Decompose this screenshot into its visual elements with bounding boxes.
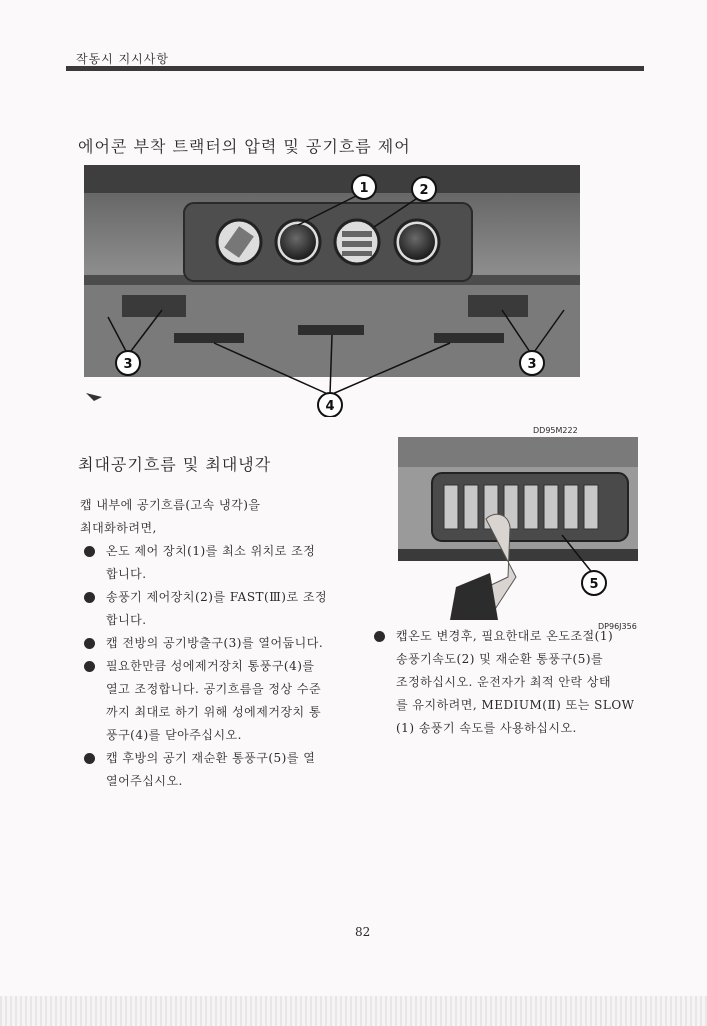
blower-knob: [335, 220, 379, 264]
right-column: [370, 625, 660, 740]
scan-noise-strip: [0, 996, 707, 1026]
instruction-item: 송풍기 제어장치(2)를 FAST(Ⅲ)로 조정 합니다.: [80, 586, 370, 632]
instruction-item: 캡 후방의 공기 재순환 통풍구(5)를 열 열어주십시오.: [80, 747, 370, 793]
air-outlet-right: [468, 295, 528, 317]
callout-3-right: [520, 351, 544, 375]
figure-side-code: DP96J356: [598, 622, 637, 631]
defrost-vent-left: [174, 333, 244, 343]
instruction-item: 캡 전방의 공기방출구(3)를 열어둡니다.: [80, 632, 370, 655]
svg-text:3: 3: [123, 357, 133, 372]
knob-left: [217, 220, 261, 264]
callout-4: [318, 393, 342, 417]
figure-main-code: DD95M222: [533, 426, 578, 435]
instruction-item: 온도 제어 장치(1)를 최소 위치로 조정 합니다.: [80, 540, 370, 586]
instruction-list: [370, 625, 660, 740]
callout-3-left: [116, 351, 140, 375]
page-number: 82: [355, 925, 371, 939]
svg-text:4: 4: [325, 399, 335, 414]
instruction-list: [80, 540, 370, 793]
intro-line: 캡 내부에 공기흐름(고속 냉각)을: [80, 498, 261, 512]
callout-2: [412, 177, 436, 201]
svg-text:2: 2: [419, 183, 429, 198]
svg-text:3: 3: [527, 357, 537, 372]
header-rule: [66, 66, 644, 71]
svg-text:1: 1: [359, 181, 369, 196]
page-title: 에어콘 부착 트랙터의 압력 및 공기흐름 제어: [78, 137, 411, 156]
air-outlet-left: [122, 295, 186, 317]
callout-5: [582, 571, 606, 595]
instruction-item: 캡온도 변경후, 필요한대로 온도조절(1) 송풍기속도(2) 및 재순환 통풍구(5)를 조정하십시오. 운전자가 최적 안락 상태 를 유지하려면, MEDIUM(Ⅱ) 또는 SLOW (1) 송풍기 속도를 사용하십시오.: [370, 625, 660, 740]
instruction-item: 필요한만큼 성에제거장치 통풍구(4)를 열고 조정합니다. 공기흐름을 정상 수준 까지 최대로 하기 위해 성에제거장치 통 풍구(4)를 닫아주십시오.: [80, 655, 370, 747]
knob-right: [395, 220, 439, 264]
figure-main-photo: [84, 165, 580, 417]
section-title-max-airflow: 최대공기흐름 및 최대냉각: [78, 455, 272, 474]
figure-side-photo: [398, 437, 638, 620]
intro-line: 최대화하려면,: [80, 521, 157, 535]
defrost-vent-center: [298, 325, 364, 335]
svg-text:5: 5: [589, 577, 599, 592]
temperature-knob: [276, 220, 320, 264]
header-section-label: 작동시 지시사항: [76, 52, 169, 66]
left-column: [80, 494, 370, 793]
defrost-vent-right: [434, 333, 504, 343]
callout-1: [352, 175, 376, 199]
